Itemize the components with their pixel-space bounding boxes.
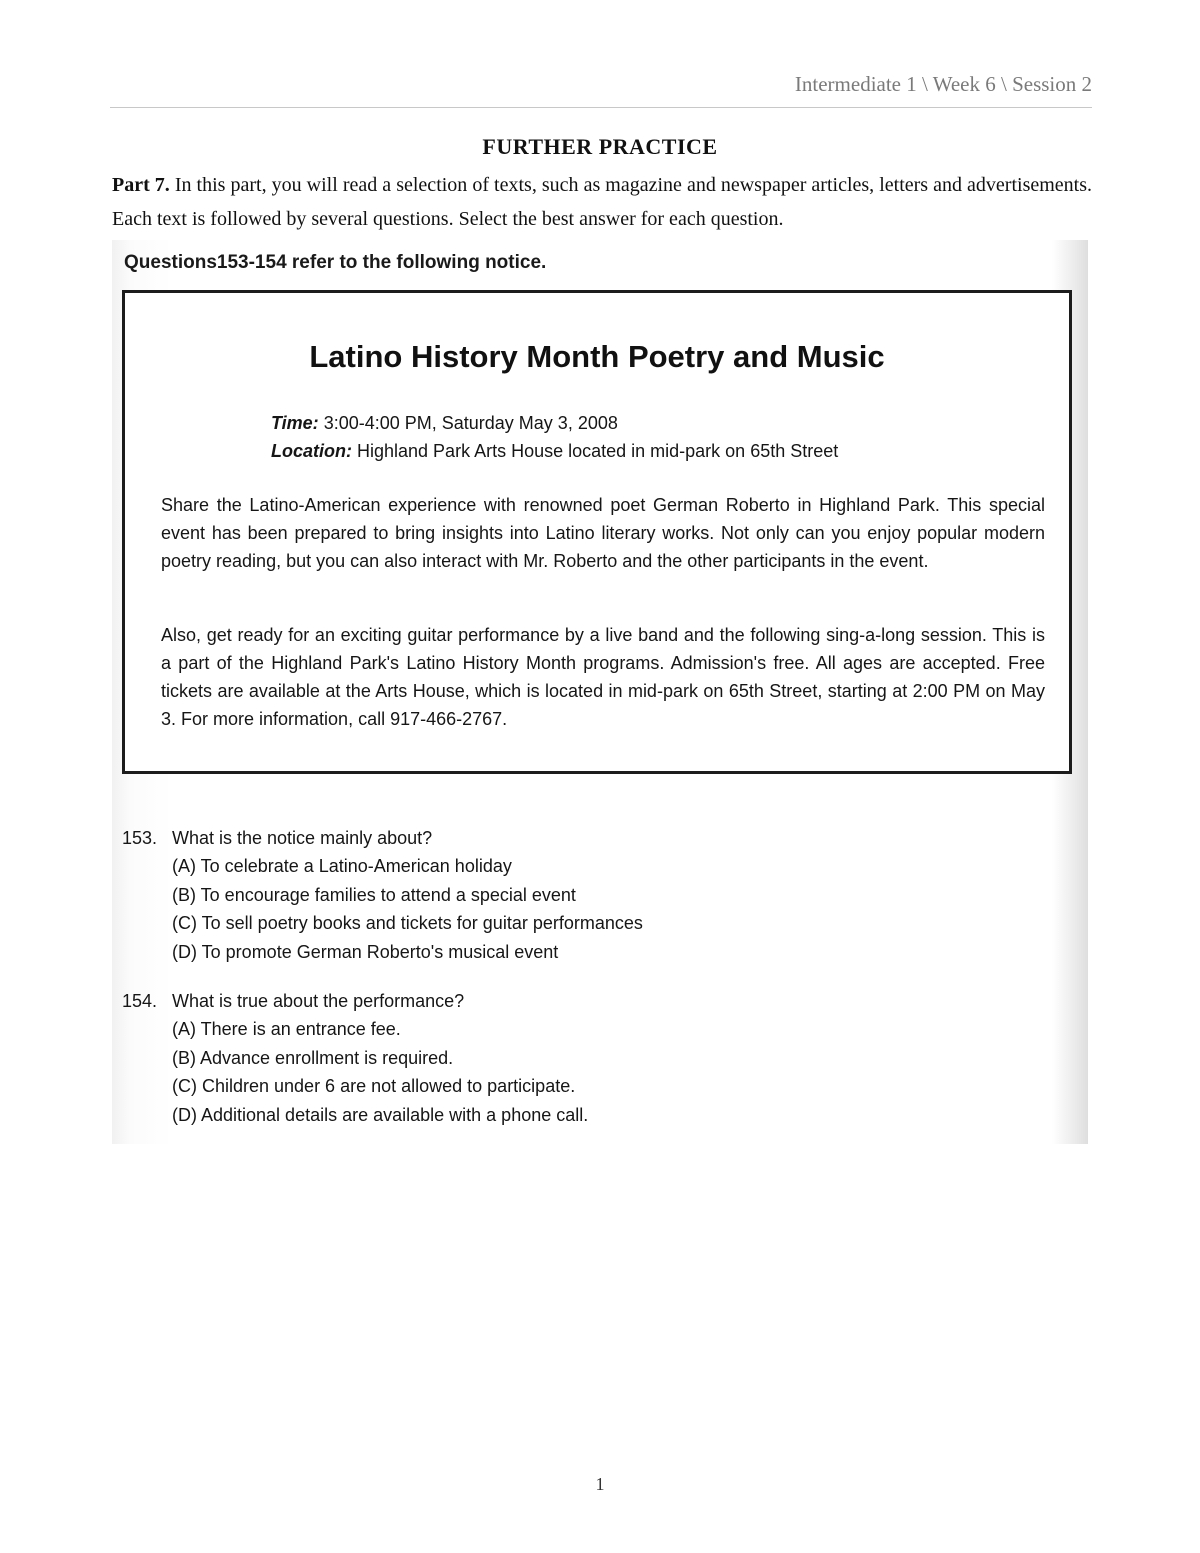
answer-option: (D) Additional details are available with a phone call. xyxy=(172,1104,589,1125)
answer-option: (B) Advance enrollment is required. xyxy=(172,1047,454,1068)
location-value: Highland Park Arts House located in mid-park on 65th Street xyxy=(352,441,839,461)
question-number: 153. xyxy=(122,828,158,848)
time-label: Time: xyxy=(271,413,319,433)
question-number: 154. xyxy=(122,991,158,1011)
question-153 xyxy=(122,824,643,966)
answer-option: (C) To sell poetry books and tickets for guitar performances xyxy=(172,913,643,933)
scanned-excerpt xyxy=(112,240,1088,1144)
location-label: Location: xyxy=(271,441,352,461)
questions-reference: Questions153-154 refer to the following notice. xyxy=(124,252,547,273)
event-time xyxy=(271,409,838,437)
answer-option: (D) To promote German Roberto's musical event xyxy=(172,941,559,962)
answer-option: (B) To encourage families to attend a special event xyxy=(172,884,576,905)
instructions xyxy=(112,168,1092,236)
breadcrumb: Intermediate 1 \ Week 6 \ Session 2 xyxy=(794,72,1092,96)
part-label: Part 7. xyxy=(112,174,170,196)
event-location xyxy=(271,437,838,465)
page-header xyxy=(110,72,1092,108)
question-text: What is true about the performance? xyxy=(172,991,465,1011)
answer-option: (C) Children under 6 are not allowed to participate. xyxy=(172,1076,576,1096)
question-text: What is the notice mainly about? xyxy=(172,828,433,848)
page-number: 1 xyxy=(595,1474,605,1494)
questions-list xyxy=(122,824,643,1150)
answer-option: (A) To celebrate a Latino-American holiday xyxy=(172,856,512,876)
notice-box xyxy=(122,290,1072,774)
event-details xyxy=(271,409,838,465)
answer-option: (A) There is an entrance fee. xyxy=(172,1019,401,1039)
section-title: FURTHER PRACTICE xyxy=(482,134,718,159)
notice-paragraph-1: Share the Latino-American experience with renowned poet German Roberto in Highland Park. This special event has been prepared to bring insights into Latino literary works. Not only can you enjoy popular modern poetry reading, but you can also interact with Mr. Roberto and the other participants in the event. xyxy=(161,495,1045,571)
notice-title: Latino History Month Poetry and Music xyxy=(309,339,885,374)
time-value: 3:00-4:00 PM, Saturday May 3, 2008 xyxy=(318,413,618,433)
notice-paragraph-2: Also, get ready for an exciting guitar performance by a live band and the following sing-a-long session. This is a part of the Highland Park's Latino History Month programs. Admission's free. All ages are accepted. Free tickets are available at the Arts House, which is located in mid-park on 65th Street, starting at 2:00 PM on May 3. For more information, call 917-466-2767. xyxy=(161,625,1045,729)
question-154 xyxy=(122,987,643,1129)
instructions-text: In this part, you will read a selection of texts, such as magazine and newspaper articles, letters and advertisements. Each text is followed by several questions. Select the best answer for each question. xyxy=(112,174,1093,230)
